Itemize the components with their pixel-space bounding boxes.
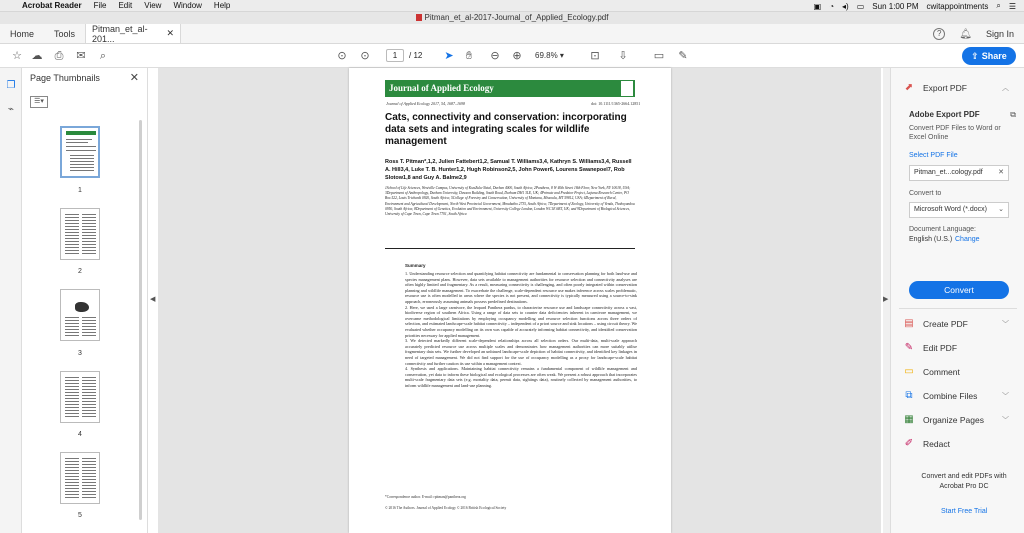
doi: doi: 10.1111/1365-2664.12851 xyxy=(591,101,641,106)
sign-in-link[interactable]: Sign In xyxy=(985,29,1014,39)
export-pdf-label: Export PDF xyxy=(923,83,967,93)
zoom-out-icon[interactable]: ⊖ xyxy=(490,50,500,62)
comment-tool[interactable] xyxy=(903,366,1015,378)
document-language-value: English (U.S.) xyxy=(909,236,953,243)
adobe-export-description: Convert PDF Files to Word or Excel Online xyxy=(909,125,1001,141)
summary-heading: Summary xyxy=(405,263,426,268)
notifications-bell-icon[interactable]: 🔔︎ xyxy=(959,28,972,40)
thumbnail-scrollbar[interactable] xyxy=(139,120,142,520)
toolbar xyxy=(0,44,1024,68)
menu-help[interactable]: Help xyxy=(213,1,231,10)
selected-file-field[interactable] xyxy=(909,165,1009,181)
organize-pages-tool[interactable] xyxy=(903,414,1015,426)
edit-pdf-tool[interactable] xyxy=(903,342,1015,354)
author-affiliations: 1School of Life Sciences, Westville Campus, University of KwaZulu-Natal, Durban 4000, South Africa; 2Panthera, 8 W 40th Street 18th Floor, New York, NY 10018, USA; 3Department of Anthropology, Durham University, Dawson Building, South Road, Durham DH1 3LE, UK; 4Primate and Predator Project, Lajuma Research Centre, PO Box 522, Louis Trichardt 0920, South Africa; 5College of Forestry and Conservation, University of Montana, Missoula, MT 59812, USA; 6Department of Rural, Environment and Agricultural Development, North West Provincial Government, Mmabatho 2735, South Africa; 7Department of Zoology, University of Venda, Thohoyandou 0950, South Africa; 8Department of Genetics, Evolution and Environment, University College London, London WC1E 6BT, UK; and 9Department of Biological Sciences, University of Cape Town, Cape Town 7701, South Africa xyxy=(385,186,635,217)
external-link-icon[interactable]: ⧉ xyxy=(1010,110,1016,119)
summary-paragraph-1: 1. Understanding resource selection and quantifying habitat connectivity are fundamental to conservation planning for both land-use and species management plans. However, data sets available to management authorities for resource selection and connectivity analyses are often highly limited and fragmentary. As a result, measuring connectivity is challenging, and often poorly integrated within conservation planning and wildlife management. To exacerbate the challenge, scale-dependent resource use makes inference across scales problematic, resource use is often modelled in areas where the species is not present, and connectivity is typically measured using a source-to-sink approach, erroneously assuming animals possess predefined destinations. xyxy=(405,271,637,304)
create-pdf-label: Create PDF xyxy=(923,319,968,329)
bookmark-star-icon[interactable]: ☆ xyxy=(12,50,22,62)
comment-icon[interactable]: ▭ xyxy=(653,50,665,62)
convert-format-value: Microsoft Word (*.docx) xyxy=(914,206,987,213)
thumbnail-page-number: 4 xyxy=(78,431,82,438)
article-authors: Ross T. Pitman*,1,2, Julien Fattebert1,2, Samual T. Williams3,4, Kathryn S. Williams3,4, Russell A. Hill3,4, Luke T. B. Hunter1,2, Hugh Robinson2,5, John Power6, Lourens Swanepoel7, Rob Slotow1,8 and Guy A. Balme2,9 xyxy=(385,159,632,181)
spotlight-icon[interactable]: ⌕ xyxy=(996,1,1001,10)
page-thumbnails-icon[interactable]: ❐ xyxy=(6,80,16,91)
hand-tool-icon[interactable]: ✋︎ xyxy=(465,50,473,62)
close-icon[interactable]: ✕ xyxy=(166,28,175,38)
search-icon[interactable]: ⌕ xyxy=(99,50,107,62)
pdf-page[interactable] xyxy=(349,68,671,533)
close-pane-icon[interactable]: ✕ xyxy=(129,72,139,84)
thumbnail-page-2[interactable] xyxy=(60,208,100,260)
redact-label: Redact xyxy=(923,439,950,449)
document-language-label: Document Language: xyxy=(909,226,976,233)
combine-files-icon: ⧉ xyxy=(905,390,913,401)
notification-center-icon[interactable]: ☰ xyxy=(1008,1,1016,11)
chevron-up-icon[interactable]: ︿ xyxy=(1002,85,1009,92)
start-free-trial-link[interactable]: Start Free Trial xyxy=(941,508,988,515)
thumbnail-options-icon[interactable]: ☰▾ xyxy=(30,96,48,108)
tools-pane xyxy=(890,68,1024,533)
adobe-export-title: Adobe Export PDF xyxy=(909,110,980,119)
menubar-clock[interactable]: Sun 1:00 PM xyxy=(872,1,919,11)
tab-document[interactable] xyxy=(85,24,181,43)
attachments-paperclip-icon[interactable]: ⌁ xyxy=(7,104,15,115)
chevron-down-icon[interactable]: ﹀ xyxy=(1002,321,1009,328)
summary-paragraph-4: 4. Synthesis and applications. Maintaining habitat connectivity remains a fundamental component of wildlife management and conservation, yet data to inform these biological and ecological processes are often weak. We present a robust approach that incorporates multi-scale fragmentary data sets (e.g. mortality data, permit data, sightings data), routinely collected by management authorities, to inform wildlife management and land-use planning. xyxy=(405,366,637,388)
thumbnail-page-1[interactable] xyxy=(60,126,100,178)
share-icon: ⇪ xyxy=(971,50,979,61)
zoom-level-value: 69.8% xyxy=(535,51,558,60)
summary-paragraph-2: 2. Here, we used a large carnivore, the leopard Panthera pardus, to characterise resource use and landscape connectivity across a vast, biodiverse region of southern Africa. Using a range of data sets to counter data deficiencies inherent in carnivore management, we overcame methodological limitations by employing occupancy modelling and resource selection functions across three orders of selection, and estimated landscape-scale habitat connectivity – independent of a priori source and sink locations – using circuit theory. We evaluated whether occupancy modelling on its own was capable of accurately informing habitat connectivity, and identified conservation priorities necessary for applied management. xyxy=(405,304,637,338)
change-language-link[interactable]: Change xyxy=(955,236,980,243)
chevron-down-icon[interactable]: ﹀ xyxy=(1002,393,1009,400)
scrolling-mode-icon[interactable]: ⇩ xyxy=(618,50,628,62)
fit-page-icon[interactable]: ⊡ xyxy=(590,50,600,62)
british-ecological-society-logo xyxy=(621,81,633,96)
email-icon[interactable]: ✉ xyxy=(76,50,86,62)
journal-name: Journal of Applied Ecology xyxy=(389,83,494,93)
status-icon[interactable]: ▣ xyxy=(813,1,822,11)
thumbnail-page-5[interactable] xyxy=(60,452,100,504)
share-button[interactable] xyxy=(962,47,1016,65)
article-title: Cats, connectivity and conservation: incorporating data sets and integrating scales for wildlife management xyxy=(385,112,627,147)
zoom-in-icon[interactable]: ⊕ xyxy=(512,50,522,62)
comment-label: Comment xyxy=(923,367,960,377)
window-title: Pitman_et_al-2017-Journal_of_Applied_Ecology.pdf xyxy=(424,13,609,22)
previous-page-icon[interactable]: ⊙ xyxy=(337,50,347,62)
sign-pen-icon[interactable]: ✎ xyxy=(678,50,688,62)
window-title-bar xyxy=(0,12,1024,24)
copyright-line: © 2016 The Authors. Journal of Applied Ecology © 2016 British Ecological Society xyxy=(385,506,507,510)
edit-pdf-icon: ✎ xyxy=(904,342,914,353)
page-number-input[interactable]: 1 xyxy=(386,49,404,62)
organize-pages-label: Organize Pages xyxy=(923,415,984,425)
tab-tools[interactable]: Tools xyxy=(54,28,76,39)
zoom-level-dropdown[interactable]: 69.8% ▾ xyxy=(535,51,564,60)
thumbnail-page-3[interactable] xyxy=(60,289,100,341)
chevron-down-icon: ⌄ xyxy=(998,206,1004,213)
menu-view[interactable]: View xyxy=(144,1,162,10)
collapse-left-pane-icon[interactable]: ◀ xyxy=(150,296,156,303)
select-pdf-file-link[interactable]: Select PDF File xyxy=(909,152,958,159)
page-total: / 12 xyxy=(409,51,423,60)
export-pdf-icon: ⬈ xyxy=(904,82,914,93)
wifi-icon[interactable]: ◔ xyxy=(829,1,835,11)
thumbnail-page-4[interactable] xyxy=(60,371,100,423)
menu-edit[interactable]: Edit xyxy=(118,1,133,10)
divider xyxy=(899,308,1017,309)
page-thumbnails-pane xyxy=(22,68,148,533)
clear-file-icon[interactable]: ✕ xyxy=(998,169,1004,176)
acrobat-pro-promo: Convert and edit PDFs with Acrobat Pro DC xyxy=(921,473,1007,490)
print-icon[interactable]: ⎙ xyxy=(54,50,64,62)
combine-files-tool[interactable] xyxy=(903,390,1015,402)
tab-document-label: Pitman_et_al-201... xyxy=(92,23,148,44)
summary-text xyxy=(405,271,637,388)
select-cursor-icon[interactable]: ➤ xyxy=(444,50,454,62)
page-navigator xyxy=(386,49,422,62)
menu-file[interactable]: File xyxy=(93,1,107,10)
journal-citation: Journal of Applied Ecology 2017, 54, 1687–1698 xyxy=(386,101,466,106)
redact-tool[interactable] xyxy=(903,438,1015,450)
thumbnail-page-number: 1 xyxy=(78,187,82,194)
left-navigation-strip xyxy=(0,68,22,533)
selected-file-name: Pitman_et...cology.pdf xyxy=(914,169,983,176)
next-page-icon[interactable]: ⊙ xyxy=(360,50,370,62)
battery-icon[interactable]: ▭ xyxy=(856,1,865,11)
share-label: Share xyxy=(981,51,1007,61)
combine-files-label: Combine Files xyxy=(923,391,978,401)
convert-to-label: Convert to xyxy=(909,190,942,197)
tab-home[interactable]: Home xyxy=(10,28,35,39)
help-icon[interactable]: ? xyxy=(933,28,945,40)
menu-app-name[interactable]: Acrobat Reader xyxy=(22,1,82,10)
summary-paragraph-3: 3. We detected markedly different scale-dependent relationships across all selection orders. Our multi-data, multi-scale approach accurately predicted resource use across multiple scales and demonstrates how management authorities can more suitably utilise fragmentary data sets. We further developed an unbiased landscape-scale depiction of habitat connectivity, and identified key linkages in need of targeted management. We did not find support for the use of occupancy modelling as a proxy for landscape-scale habitat connectivity and further caution its use within a management context. xyxy=(405,338,637,366)
thumbnail-page-number: 3 xyxy=(78,350,82,357)
collapse-right-pane-icon[interactable]: ▶ xyxy=(883,296,889,303)
thumbnails-pane-title: Page Thumbnails xyxy=(30,73,100,83)
menubar-user[interactable]: cwitappointments xyxy=(926,1,989,11)
edit-pdf-label: Edit PDF xyxy=(923,343,958,353)
create-pdf-tool[interactable] xyxy=(903,318,1015,330)
upload-cloud-icon[interactable]: ☁ xyxy=(31,50,43,62)
volume-icon[interactable]: ◂) xyxy=(842,1,849,11)
menu-window[interactable]: Window xyxy=(173,1,202,10)
organize-pages-icon: ▦ xyxy=(904,414,914,425)
redact-icon: ✐ xyxy=(904,438,914,449)
section-divider xyxy=(385,248,635,249)
convert-format-select[interactable] xyxy=(909,202,1009,218)
convert-button[interactable]: Convert xyxy=(909,281,1009,299)
create-pdf-icon: ▤ xyxy=(904,318,914,329)
chevron-down-icon[interactable]: ﹀ xyxy=(1002,417,1009,424)
export-pdf-tool[interactable] xyxy=(903,82,1015,94)
thumbnail-page-number: 5 xyxy=(78,512,82,519)
pdf-file-icon xyxy=(416,14,422,21)
tab-bar xyxy=(0,24,1024,44)
mac-menubar xyxy=(0,0,1024,12)
comment-icon: ▭ xyxy=(904,366,914,377)
thumbnail-page-number: 2 xyxy=(78,268,82,275)
correspondence-note: *Correspondence author. E-mail: rpitman@panthera.org xyxy=(385,495,466,499)
